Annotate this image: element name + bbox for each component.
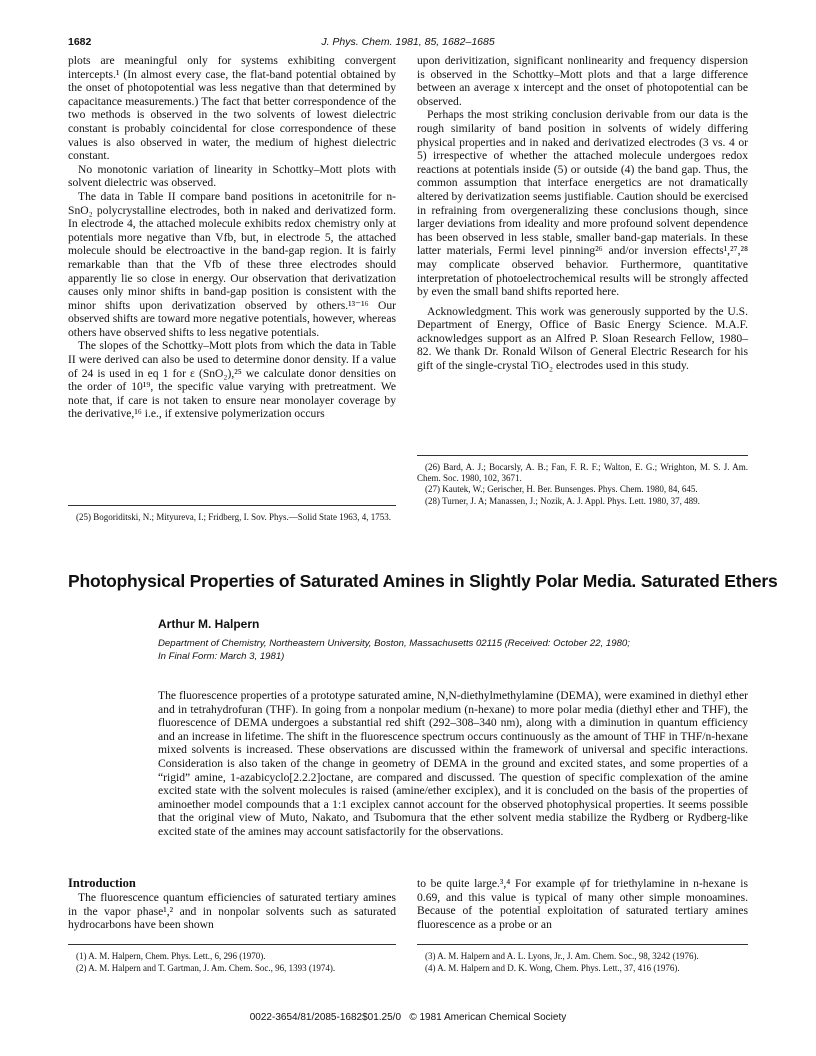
intro-left-footnotes [68, 951, 396, 974]
paragraph: to be quite large.³,⁴ For example φf for triethylamine in n-hexane is 0.69, and this value is typical of many other simple monoamines. Because of the potential exploitation of saturated tertiary amines fluorescence as a probe or an [417, 877, 748, 931]
intro-right-footnotes [417, 951, 748, 974]
intro-left-column [68, 891, 396, 932]
footnote: (2) A. M. Halpern and T. Gartman, J. Am. Chem. Soc., 96, 1393 (1974). [76, 962, 336, 973]
acknowledgment-paragraph: Acknowledgment. This work was generously supported by the U.S. Department of Energy, Office of Basic Energy Science. M.A.F. acknowledges support as an Alfred P. Sloan Research Fellow, 1980–82. We thank Dr. Ronald Wilson of General Electric Research for his gift of the single-crystal TiO₂ electrodes used in this study. [417, 304, 748, 373]
paragraph: The data in Table II compare band positions in acetonitrile for n-SnO₂ polycrystalline electrodes, both in naked and derivatized form. In electrode 4, the attached molecule exhibits redox chemistry only at potentials more negative than Vfb, but, in electrode 5, the attached molecule should be electroactive in the band-gap region. It is fairly remarkable than that the Vfb of these three electrodes should apparently lie so close in energy. Our observation that derivatization causes only minor shifts in band-gap position is consistent with the minor shifts upon derivatization observed by others.¹³⁻¹⁶ Our observed shifts are toward more negative potentials, however, whereas others have observed shifts to less negative potentials. [68, 189, 396, 339]
page-number: 1682 [68, 36, 92, 48]
author-name: Arthur M. Halpern [158, 617, 260, 631]
footnote: (1) A. M. Halpern, Chem. Phys. Lett., 6, 296 (1970). [76, 951, 266, 961]
prev-article-left-footnotes [68, 512, 396, 524]
paragraph: The fluorescence quantum efficiencies of saturated tertiary amines in the vapor phase¹,² and in nonpolar solvents such as saturated hydrocarbons have been shown [68, 891, 396, 932]
footnote-rule [417, 944, 748, 945]
journal-citation: J. Phys. Chem. 1981, 85, 1682–1685 [321, 36, 495, 48]
prev-article-left-column [68, 54, 396, 421]
author-affiliation [158, 637, 748, 663]
footnote-rule [68, 505, 396, 506]
running-header [68, 36, 748, 52]
section-heading-introduction: Introduction [68, 876, 136, 890]
paragraph: plots are meaningful only for systems exhibiting convergent intercepts.¹ (In almost every case, the flat-band potential obtained by the onset of photopotential was less negative than that determined by capacitance measurements.) The fact that better correspondence of the two methods is observed in the two solvents of lowest dielectric constant is probably coincidental for close correspondence of these values is also observed in water, the medium of highest dielectric constant. [68, 54, 396, 163]
intro-right-column [417, 877, 748, 931]
footnote: (26) Bard, A. J.; Bocarsly, A. B.; Fan, F. R. F.; Walton, E. G.; Wrighton, M. S. J. Am. Chem. Soc. 1980, 102, 3671. [417, 462, 748, 483]
footnote-rule [68, 944, 396, 945]
footnote: (27) Kautek, W.; Gerischer, H. Ber. Bunsenges. Phys. Chem. 1980, 84, 645. [425, 484, 698, 495]
paragraph: The slopes of the Schottky–Mott plots from which the data in Table II were derived can also be used to determine donor density. If a value of 24 is used in eq 1 for ε (SnO₂),²⁵ we calculate donor densities on the order of 10¹⁹, the specific value varying with pretreatment. We note that, if care is not taken to ensure near monolayer coverage by the derivative,¹⁶ i.e., if extensive polymerization occurs [68, 339, 396, 421]
prev-article-right-footnotes [417, 462, 748, 507]
article-title: Photophysical Properties of Saturated Amines in Slightly Polar Media. Saturated Ethers [68, 571, 778, 591]
paragraph: Perhaps the most striking conclusion derivable from our data is the rough similarity of band position in solvents of widely differing physical properties and in naked and derivatized electrodes (3 vs. 4 or 5) irrespective of whether the attached molecule undergoes redox reactions at potentials inside (5) or outside (4) the band gap. Thus, the common assumption that interface energetics are not dramatically altered by derivatization seems justifiable. Caution should be exercised in refraining from overgeneralizing these conclusions though, since larger deviations from ideality and more profound solvent dependence has been observed in less stable, smaller band-gap materials. In these latter materials, Fermi level pinning²⁶ and/or inversion effects¹,²⁷,²⁸ may complicate observed behavior. Furthermore, quantitative interpretation of photoelectrochemical results will be strongly affected by even the small band shifts reported here. [417, 108, 748, 299]
footnote: (3) A. M. Halpern and A. L. Lyons, Jr., J. Am. Chem. Soc., 98, 3242 (1976). [425, 951, 699, 961]
footnote: (25) Bogoriditski, N.; Mityureva, I.; Fridberg, I. Sov. Phys.—Solid State 1963, 4, 1753. [76, 512, 391, 522]
footnote: (28) Turner, J. A; Manassen, J.; Nozik, A. J. Appl. Phys. Lett. 1980, 37, 489. [425, 495, 700, 506]
affiliation-line: Department of Chemistry, Northeastern University, Boston, Massachusetts 02115 (Received: October 22, 1980; [158, 638, 630, 649]
page-footer: 0022-3654/81/2085-1682$01.25/0 © 1981 American Chemical Society [249, 1012, 567, 1023]
footnote: (4) A. M. Halpern and D. K. Wong, Chem. Phys. Lett., 37, 416 (1976). [425, 962, 680, 973]
prev-article-right-column [417, 54, 748, 373]
abstract: The fluorescence properties of a prototype saturated amine, N,N-diethylmethylamine (DEMA), were examined in diethyl ether and in tetrahydrofuran (THF). In going from a nonpolar medium (n-hexane) to more polar media (diethyl ether and THF), the fluorescence of DEMA undergoes a substantial red shift (292–308–340 nm), along with a diminution in quantum efficiency and an increase in lifetime. The shift in the fluorescence spectrum occurs continuously as the amount of THF in THF/n-hexane mixed solvents is increased. These observations are discussed within the framework of universal and specific interactions. Consideration is also taken of the change in geometry of DEMA in the ground and excited states, and some properties of a “rigid” amine, 1-azabicyclo[2.2.2]octane, are compared and discussed. The question of specific complexation of the amine excited state with the solvent molecules is raised (amine/ether exciplex), and it is concluded on the basis of the properties of aminoether model compounds that a 1:1 exciplex cannot account for the observed photophysical properties. It seems possible that the original view of Muto, Nakato, and Tsubomura that the ether solvent media stabilize the Rydberg or Rydberg-like excited state of the amines may account satisfactorily for the observations. [158, 689, 748, 838]
received-date-line: In Final Form: March 3, 1981) [158, 651, 285, 662]
footnote-rule [417, 455, 748, 456]
paragraph: upon derivitization, significant nonlinearity and frequency dispersion is observed in the Schottky–Mott plots and that a large difference between an average x intercept and the onset of photopotential can be observed. [417, 54, 748, 108]
paragraph: No monotonic variation of linearity in Schottky–Mott plots with solvent dielectric was observed. [68, 162, 396, 190]
